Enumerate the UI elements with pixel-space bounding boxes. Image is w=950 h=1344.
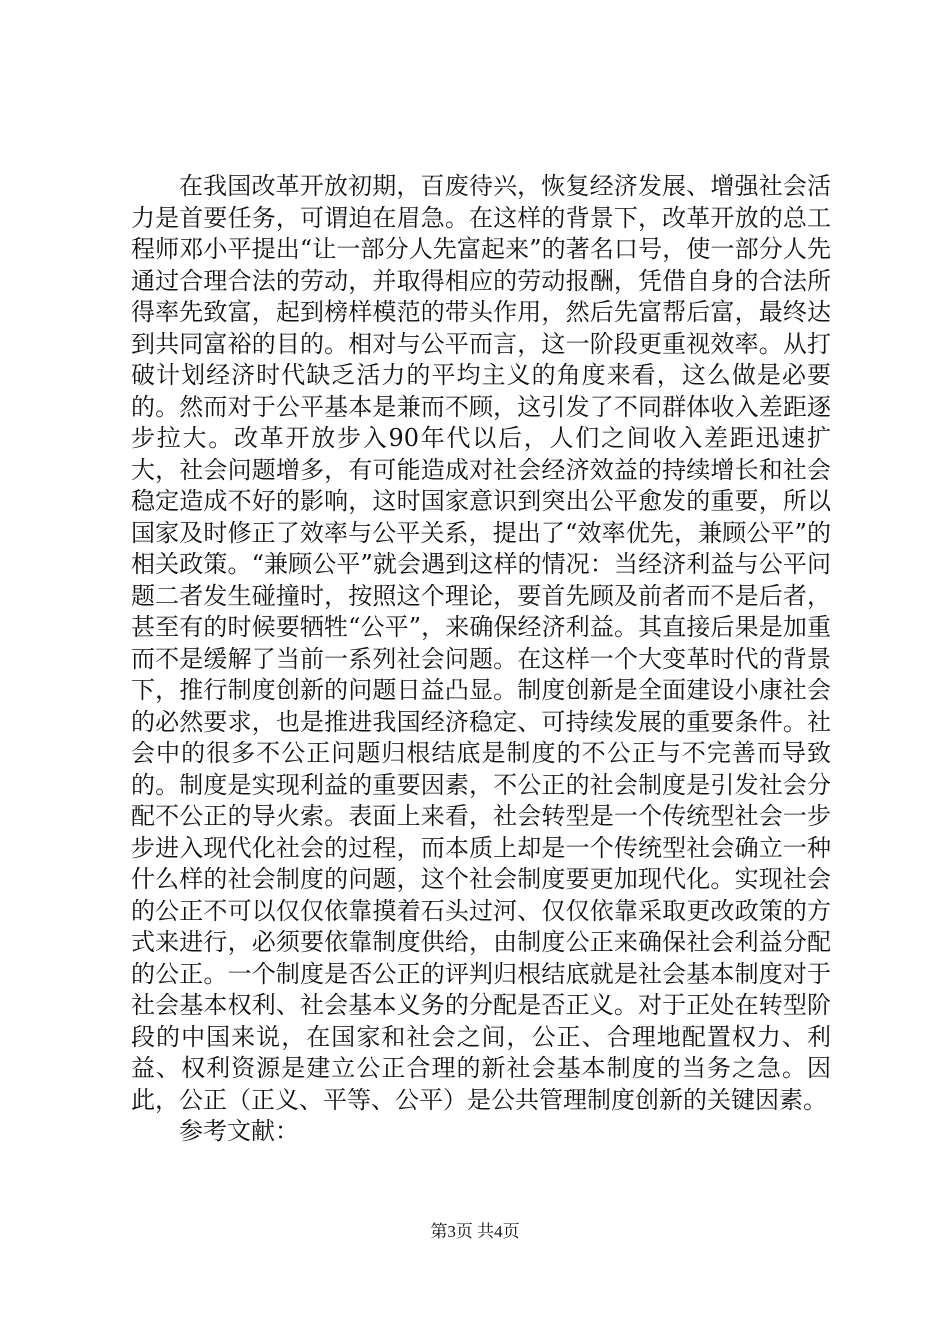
references-heading: 参考文献：: [179, 1117, 299, 1145]
page-footer: [0, 1217, 950, 1242]
body-paragraph: 在我国改革开放初期，百废待兴，恢复经济发展、增强社会活力是首要任务，可谓迫在眉急。在这样的背景下，改革开放的总工程师邓小平提出“让一部分人先富起来”的著名口号，使一部分人先通过合理合法的劳动，并取得相应的劳动报酬，凭借自身的合法所得率先致富，起到榜样模范的带头作用，然后先富帮后富，最终达到共同富裕的目的。相对与公平而言，这一阶段更重视效率。从打破计划经济时代缺乏活力的平均主义的角度来看，这么做是必要的。然而对于公平基本是兼而不顾，这引发了不同群体收入差距逐步拉大。改革开放步入90年代以后，人们之间收入差距迅速扩大，社会问题增多，有可能造成对社会经济效益的持续增长和社会稳定造成不好的影响，这时国家意识到突出公平愈发的重要，所以国家及时修正了效率与公平关系，提出了“效率优先，兼顾公平”的相关政策。“兼顾公平”就会遇到这样的情况：当经济利益与公平问题二者发生碰撞时，按照这个理论，要首先顾及前者而不是后者，甚至有的时候要牺牲“公平”，来确保经济利益。其直接后果是加重而不是缓解了当前一系列社会问题。在这样一个大变革时代的背景下，推行制度创新的问题日益凸显。制度创新是全面建设小康社会的必然要求，也是推进我国经济稳定、可持续发展的重要条件。社会中的很多不公正问题归根结底是制度的不公正与不完善而导致的。制度是实现利益的重要因素，不公正的社会制度是引发社会分配不公正的导火索。表面上来看，社会转型是一个传统型社会一步步进入现代化社会的过程，而本质上却是一个传统型社会确立一种什么样的社会制度的问题，这个社会制度要更加现代化。实现社会的公正不可以仅仅依靠摸着石头过河、仅仅依靠采取更改政策的方式来进行，必须要依靠制度供给，由制度公正来确保社会利益分配的公正。一个制度是否公正的评判归根结底就是社会基本制度对于社会基本权利、社会基本义务的分配是否正义。对于正处在转型阶段的中国来说，在国家和社会之间，公正、合理地配置权力、利益、权利资源是建立公正合理的新社会基本制度的当务之急。因此，公正（正义、平等、公平）是公共管理制度创新的关键因素。: [131, 172, 831, 1114]
page-indicator: 第3页 共4页: [430, 1222, 520, 1241]
document-content: [131, 171, 831, 1148]
